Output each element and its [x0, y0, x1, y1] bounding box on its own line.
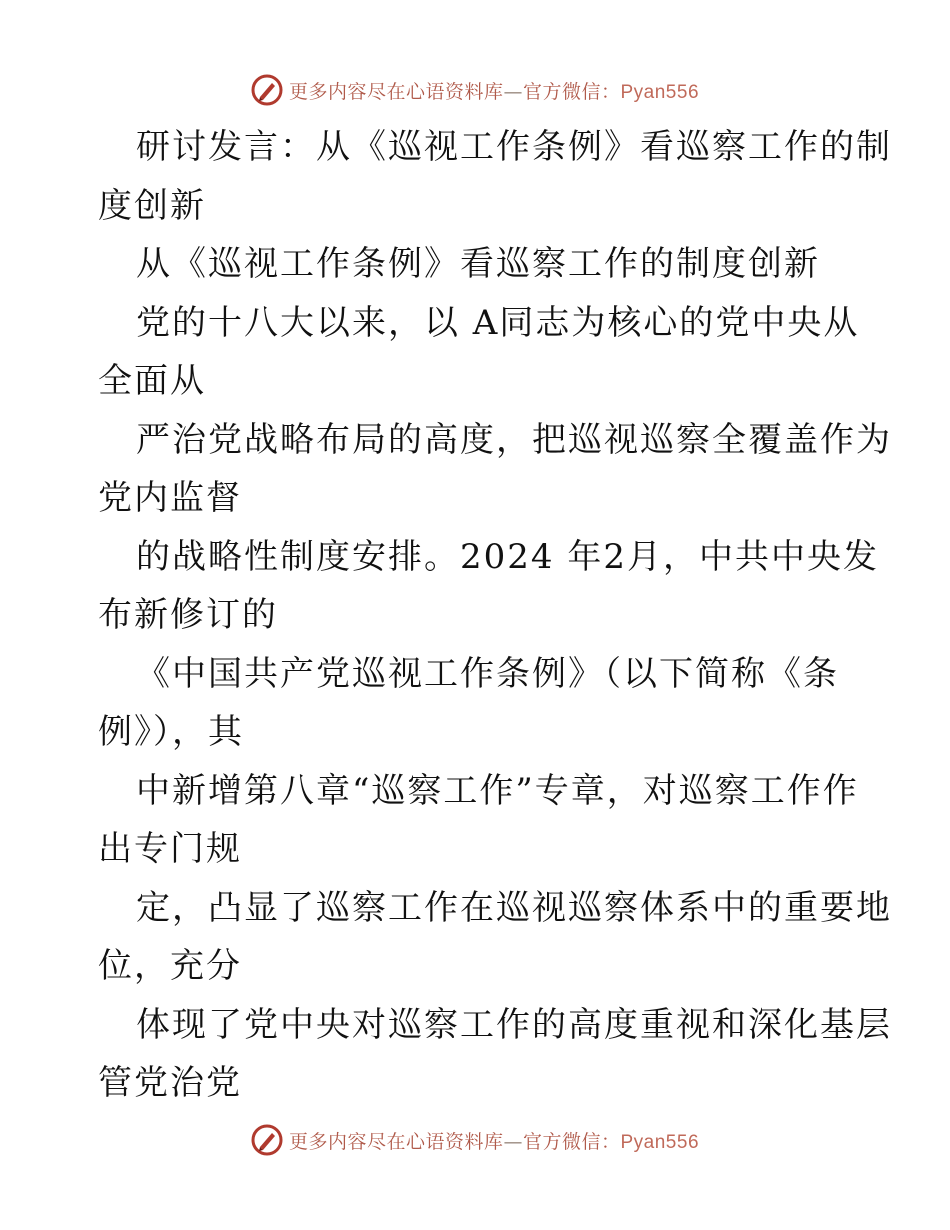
watermark-separator: —: [503, 80, 523, 103]
watermark-group: [251, 74, 699, 106]
watermark-wechat-label: 官方微信：: [522, 1130, 621, 1153]
paragraph-line: 党的十八大以来，以 A同志为核心的党中央从: [136, 302, 860, 343]
paragraph-line: 《中国共产党巡视工作条例》（以下简称《条: [136, 653, 839, 694]
paragraph-line: 从《巡视工作条例》看巡察工作的制度创新: [136, 244, 820, 284]
paragraph-line: 中新增第八章“巡察工作”专章，对巡察工作作: [136, 770, 859, 811]
watermark-main-text: 更多内容尽在心语资料库: [288, 80, 504, 103]
document-body: [98, 118, 892, 1113]
paragraph-line: 度创新: [98, 185, 206, 226]
watermark-banner-bottom: [0, 1120, 950, 1160]
paragraph-line: 管党治党: [98, 1063, 242, 1103]
watermark-wechat-id: Pyan556: [620, 1131, 700, 1153]
paragraph-line: 的战略性制度安排。2024 年2月，中共中央发: [136, 536, 879, 577]
paragraph-line: 定，凸显了巡察工作在巡视巡察体系中的重要地: [136, 887, 892, 928]
watermark-banner-top: [0, 70, 950, 110]
watermark-main-text: 更多内容尽在心语资料库: [288, 1130, 504, 1153]
paragraph-line: 位，充分: [98, 946, 242, 986]
watermark-text: [289, 1127, 699, 1154]
pen-logo-icon: [251, 74, 283, 106]
watermark-wechat-label: 官方微信：: [522, 80, 621, 103]
paragraph-line: 全面从: [98, 361, 206, 401]
watermark-separator: —: [503, 1130, 523, 1153]
paragraph-line: 党内监督: [98, 478, 242, 518]
pen-logo-icon: [251, 1124, 283, 1156]
paragraph-line: 研讨发言：从《巡视工作条例》看巡察工作的制: [136, 127, 892, 167]
paragraph-line: 体现了党中央对巡察工作的高度重视和深化基层: [136, 1004, 892, 1045]
paragraph-line: 出专门规: [98, 829, 242, 869]
paragraph-line: 布新修订的: [98, 595, 278, 635]
paragraph-line: 严治党战略布局的高度，把巡视巡察全覆盖作为: [136, 419, 892, 460]
watermark-wechat-id: Pyan556: [620, 81, 700, 103]
watermark-group: [251, 1124, 699, 1156]
watermark-text: [289, 77, 699, 104]
paragraph-line: 例》），其: [98, 712, 244, 752]
